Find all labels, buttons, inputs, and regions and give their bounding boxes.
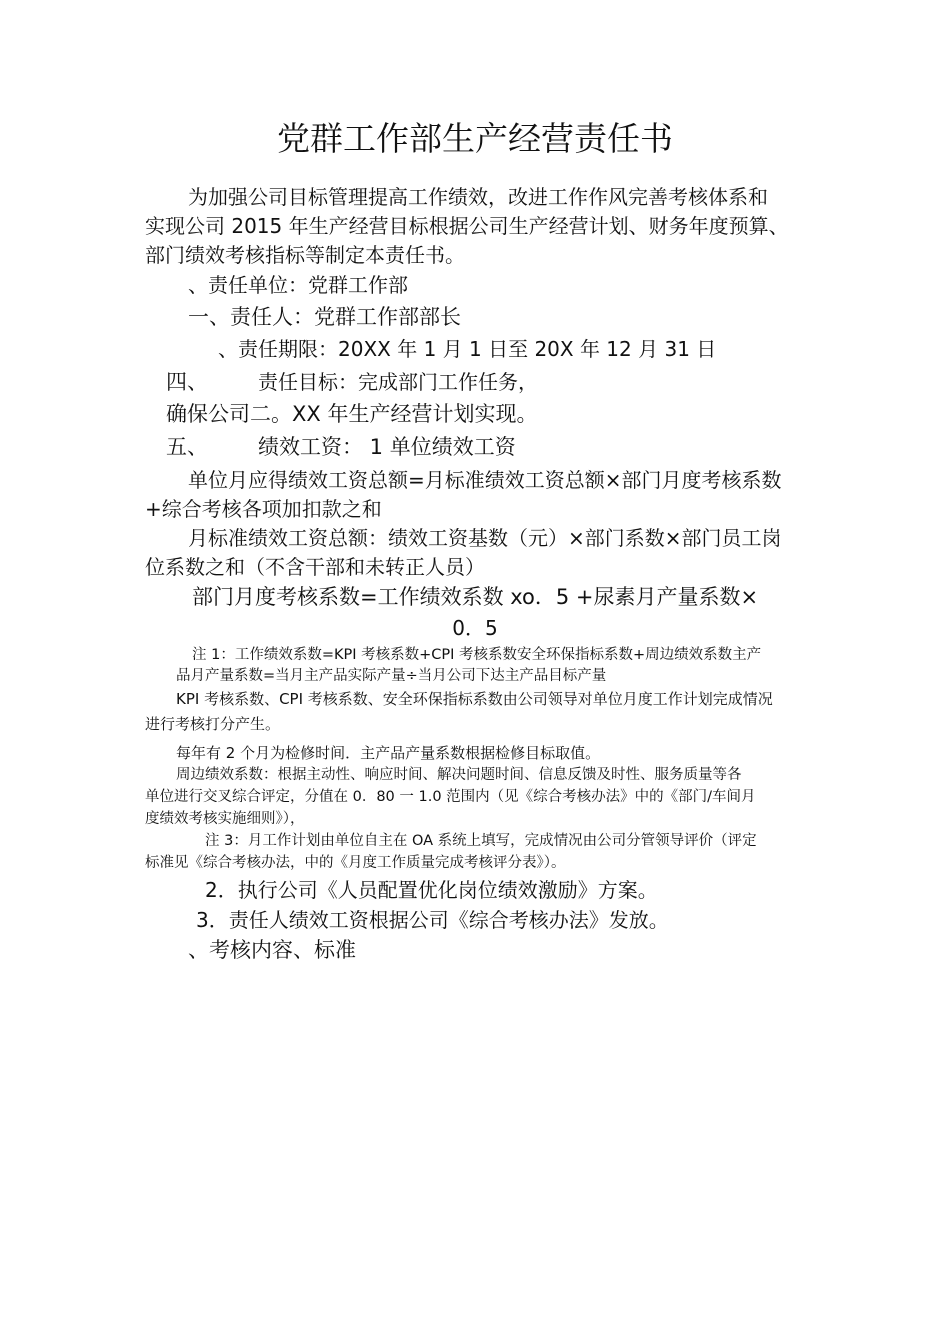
note-1-line-1: 注 1：工作绩效系数=KPI 考核系数+CPI 考核系数安全环保指标系数+周边绩效系数主产 [192,647,762,663]
section-goal-number: 四、 [166,370,208,394]
intro-line-2: 实现公司 2015 年生产经营目标根据公司生产经营计划、财务年度预算、 [145,214,789,238]
intro-line-3: 部门绩效考核指标等制定本责任书。 [145,243,465,267]
note-5-line-1: 注 3：月工作计划由单位自主在 OA 系统上填写，完成情况由公司分管领导评价（评定 [205,833,757,849]
note-5-line-2: 标准见《综合考核办法，中的《月度工作质量完成考核评分表》）。 [145,855,566,871]
note-4-line-2: 单位进行交叉综合评定，分值在 0．80 一 1.0 范围内（见《综合考核办法》中的《部门/车间月 [145,789,756,805]
section-goal-continued: 确保公司二。XX 年生产经营计划实现。 [166,402,538,426]
note-2-line-1: KPI 考核系数、CPI 考核系数、安全环保指标系数由公司领导对单位月度工作计划完成情况 [176,690,773,708]
note-4-line-1: 周边绩效系数：根据主动性、响应时间、解决问题时间、信息反馈及时性、服务质量等各 [176,767,742,783]
section-goal: 责任目标：完成部门工作任务， [258,370,538,394]
formula-1-line-1: 单位月应得绩效工资总额=月标准绩效工资总额×部门月度考核系数 [188,468,782,492]
formula-3-line-2: 0．5 [452,616,498,640]
formula-1-line-2: +综合考核各项加扣款之和 [145,497,382,521]
formula-3-line-1: 部门月度考核系数=工作绩效系数 xo．5 +尿素月产量系数× [192,585,759,609]
note-4-line-3: 度绩效考核实施细则》）， [145,811,305,827]
section-pay-number: 五、 [166,435,208,459]
formula-2-line-1: 月标准绩效工资总额：绩效工资基数（元）×部门系数×部门员工岗 [188,526,782,550]
note-2-line-2: 进行考核打分产生。 [145,715,281,733]
closing-item-2: 2．执行公司《人员配置优化岗位绩效激励》方案。 [205,878,658,902]
formula-2-line-2: 位系数之和（不含干部和未转正人员） [145,555,485,579]
note-1-line-2: 品月产量系数=当月主产品实际产量÷当月公司下达主产品目标产量 [176,668,607,684]
section-person: 一、责任人：党群工作部部长 [188,305,461,329]
document-title: 党群工作部生产经营责任书 [277,119,673,158]
section-pay: 绩效工资： 1 单位绩效工资 [258,435,516,459]
intro-line-1: 为加强公司目标管理提高工作绩效，改进工作作风完善考核体系和 [188,185,768,209]
section-unit: 、责任单位：党群工作部 [188,273,408,297]
closing-item-3: 3．责任人绩效工资根据公司《综合考核办法》发放。 [196,908,669,932]
note-3: 每年有 2 个月为检修时间．主产品产量系数根据检修目标取值。 [176,744,601,762]
section-period: 、责任期限：20XX 年 1 月 1 日至 20X 年 12 月 31 日 [218,337,717,361]
closing-item-4: 、考核内容、标准 [188,938,356,962]
